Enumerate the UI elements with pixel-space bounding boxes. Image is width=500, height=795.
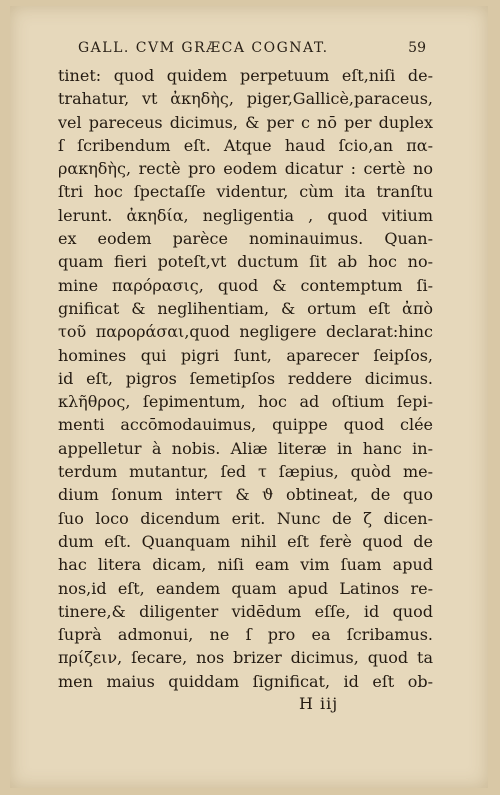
text-line: tinet: quod quidem perpetuum eſt,niſi de- [58,66,433,85]
text-line: πρίζειν, ſecare, nos brizer dicimus, quod ta [58,648,433,668]
text-line: mine παρόρασις, quod & contemptum ſi- [58,275,433,295]
text-line: lerunt. ἀκηδία, negligentia , quod vitium [58,205,433,225]
body-text [58,64,433,693]
page-number: 59 [408,40,426,56]
text-line: ex eodem parèce nominauimus. Quan- [58,229,433,249]
text-line: ſtri hoc ſpectaſſe videntur, cùm ita tranſtu [58,182,433,202]
text-line: menti accōmodauimus, quippe quod clée [58,415,433,435]
text-line: dum eſt. Quanquam nihil eſt ferè quod de [58,531,433,551]
text-line: nos,id eſt, eandem quam apud Latinos re- [58,578,433,598]
text-line: men maius quiddam ſignificat, id eſt ob- [58,671,433,691]
signature-mark: H iij [299,694,339,713]
text-line: trahatur, vt ἀκηδὴς, piger,Gallicè,paraceus, [58,89,433,109]
text-line: κλῆθρος, ſepimentum, hoc ad oſtium ſepi- [58,392,433,412]
text-line: homines qui pigri ſunt, aparecer ſeipſos, [58,345,433,365]
text-line: quam fieri poteſt,vt ductum ſit ab hoc no- [58,252,433,272]
text-line: id eſt, pigros ſemetipſos reddere dicimus. [58,368,433,388]
text-line: tinere,& diligenter vidēdum eſſe, id quod [58,601,433,621]
text-line: ſuprà admonui, ne ſ pro ea ſcribamus. [58,625,433,645]
text-line: τοῦ παροράσαι,quod negligere declarat:hinc [58,322,433,342]
text-line: ρακηδὴς, rectè pro eodem dicatur : certè no [58,159,433,179]
book-page [10,6,488,788]
text-line: ſ ſcribendum eſt. Atque haud ſcio,an πα- [58,135,433,155]
text-line: dium ſonum interτ & ϑ obtineat, de quo [58,485,433,505]
text-line: appelletur à nobis. Aliæ literæ in hanc in- [58,438,433,458]
text-line: hac litera dicam, niſi eam vim ſuam apud [58,555,433,575]
text-line: ſuo loco dicendum erit. Nunc de ζ dicen- [58,508,433,528]
text-line: gnificat & neglihentiam, & ortum eſt ἀπὸ [58,298,433,318]
text-line: terdum mutantur, ſed τ ſæpius, quòd me- [58,462,433,482]
text-line: vel pareceus dicimus, & per c nō per duplex [58,112,433,132]
running-header [78,40,426,56]
running-title: GALL. CVM GRÆCA COGNAT. [78,40,329,56]
